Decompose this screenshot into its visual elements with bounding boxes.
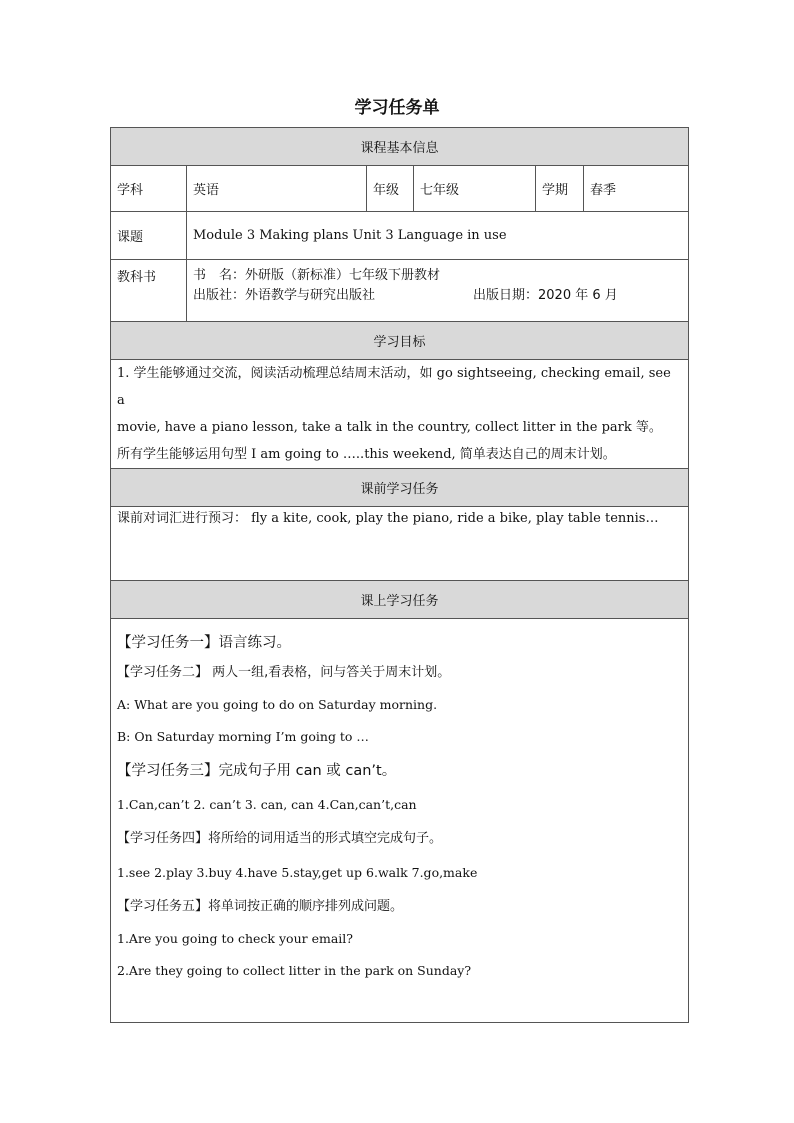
objective-line-1: 1. 学生能够通过交流，阅读活动梳理总结周末活动，如 go sightseeing, checking email, see a [117, 366, 671, 408]
pre-class-content: 课前对词汇进行预习： fly a kite, cook, play the piano, ride a bike, play table tennis… [111, 507, 689, 581]
grade-value: 七年级 [414, 166, 536, 212]
term-label: 学期 [536, 166, 584, 212]
objective-line-2: movie, have a piano lesson, take a talk in the country, collect litter in the park 等。 [117, 420, 662, 435]
topic-row [111, 212, 689, 260]
task-5-heading: 【学习任务五】将单词按正确的顺序排列成问题。 [117, 899, 404, 914]
task-3-heading: 【学习任务三】完成句子用 can 或 can’t。 [117, 763, 397, 779]
task-4-heading: 【学习任务四】将所给的词用适当的形式填空完成句子。 [117, 831, 443, 846]
section-header-basic-info [111, 128, 689, 166]
term-value: 春季 [584, 166, 689, 212]
info-row [111, 166, 689, 212]
book-name: 书 名：外研版（新标准）七年级下册教材 [193, 268, 441, 283]
task-2-line-b: B: On Saturday morning I’m going to … [117, 729, 369, 744]
topic-label: 课题 [111, 212, 187, 260]
objectives-content [111, 360, 689, 469]
pre-class-heading: 课前学习任务 [111, 469, 689, 507]
grade-label: 年级 [367, 166, 414, 212]
task-5-answer-2: 2.Are they going to collect litter in the park on Sunday? [117, 963, 472, 978]
task-3-answers: 1.Can,can’t 2. can’t 3. can, can 4.Can,can’t,can [117, 797, 417, 812]
task-4-answers: 1.see 2.play 3.buy 4.have 5.stay,get up 6.walk 7.go,make [117, 865, 478, 880]
subject-label: 学科 [111, 166, 187, 212]
textbook-row [111, 260, 689, 322]
task-2-heading: 【学习任务二】 两人一组,看表格，问与答关于周末计划。 [117, 665, 451, 680]
subject-value: 英语 [187, 166, 367, 212]
in-class-row [111, 619, 689, 1023]
publisher: 出版社：外语教学与研究出版社 [193, 288, 376, 303]
section-header-pre-class [111, 469, 689, 507]
publish-date: 出版日期：2020 年 6 月 [473, 288, 618, 303]
textbook-details [187, 260, 689, 322]
basic-info-heading: 课程基本信息 [111, 128, 689, 166]
task-sheet-table [110, 127, 689, 1023]
in-class-content [111, 619, 689, 1023]
topic-value: Module 3 Making plans Unit 3 Language in use [187, 212, 689, 260]
objectives-row [111, 360, 689, 469]
publisher-line [193, 286, 682, 306]
objective-line-3: 所有学生能够运用句型 I am going to …..this weekend, 简单表达自己的周末计划。 [117, 447, 616, 462]
in-class-heading: 课上学习任务 [111, 581, 689, 619]
pre-class-row [111, 507, 689, 581]
section-header-in-class [111, 581, 689, 619]
task-5-answer-1: 1.Are you going to check your email? [117, 931, 353, 946]
section-header-objectives [111, 322, 689, 360]
task-2-line-a: A: What are you going to do on Saturday morning. [117, 697, 438, 712]
objectives-heading: 学习目标 [111, 322, 689, 360]
textbook-label: 教科书 [111, 260, 187, 322]
page-title: 学习任务单 [354, 98, 440, 118]
task-1-heading: 【学习任务一】语言练习。 [117, 635, 291, 651]
